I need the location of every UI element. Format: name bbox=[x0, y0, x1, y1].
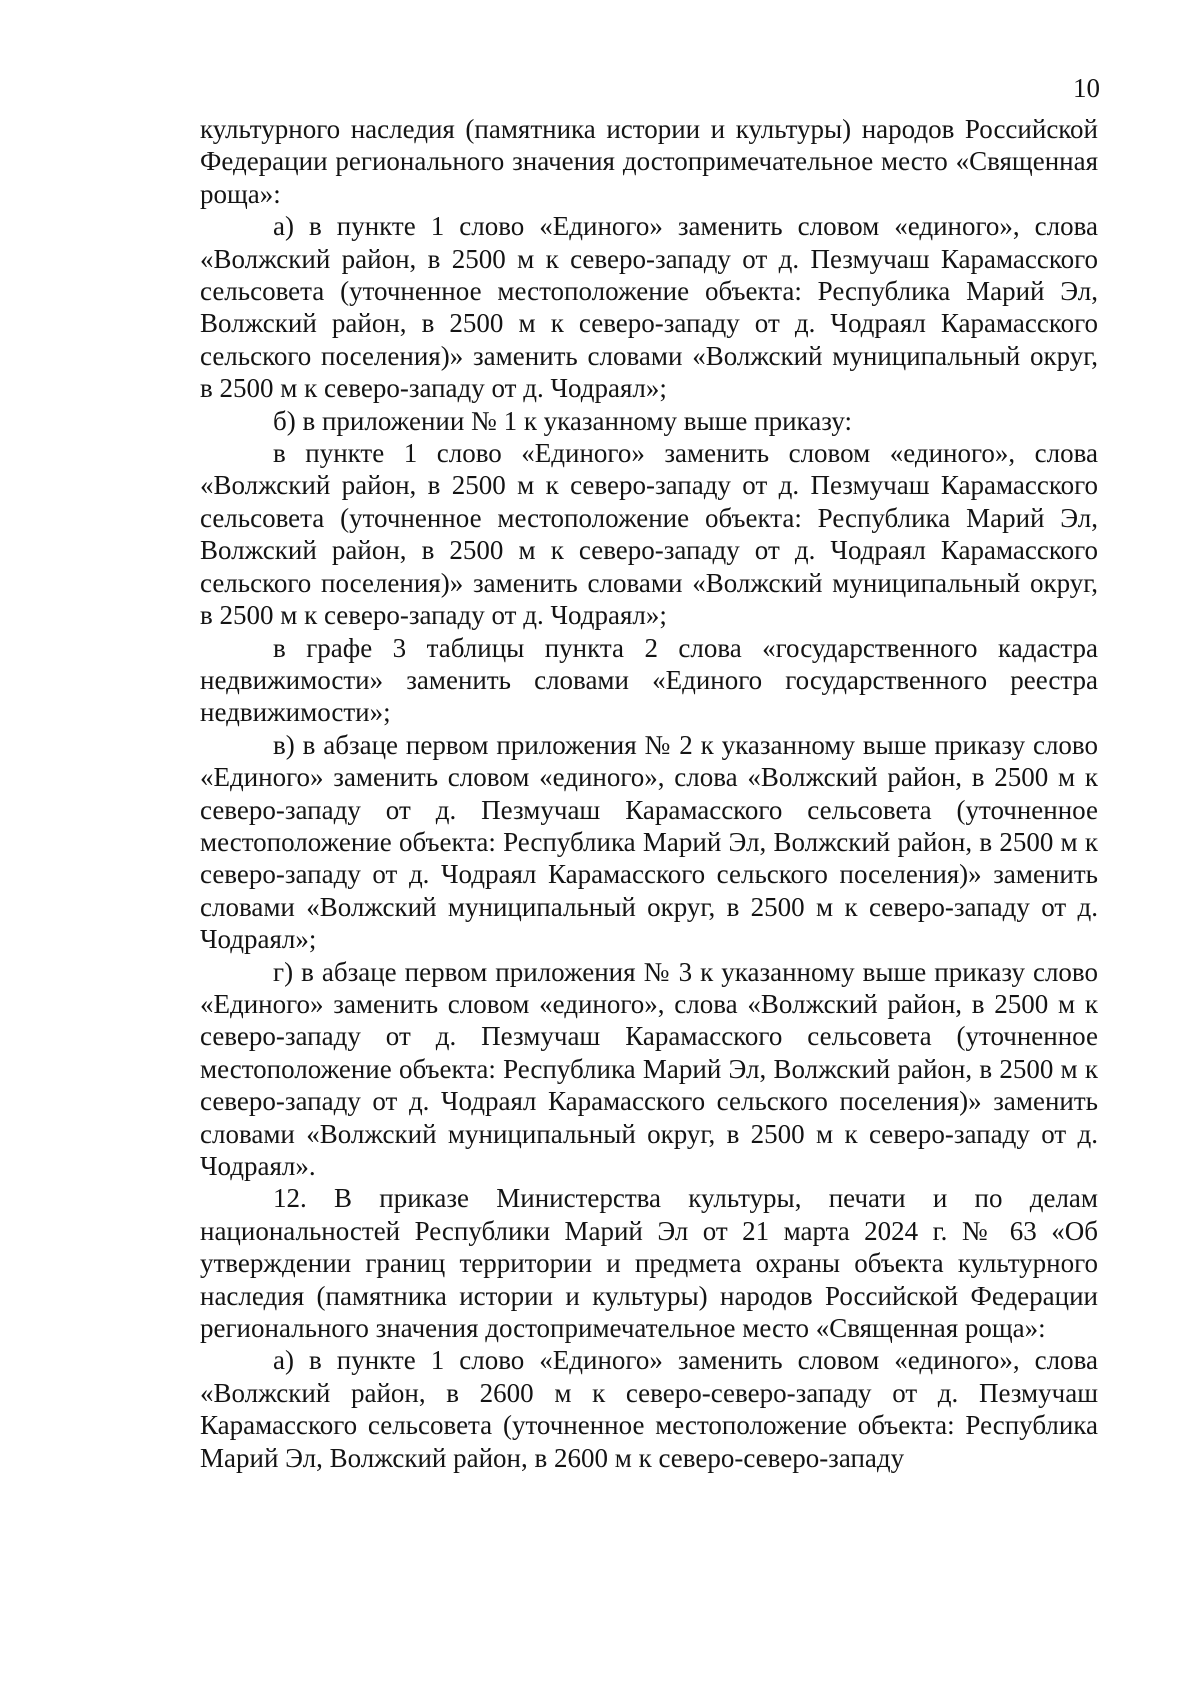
document-body bbox=[200, 113, 1098, 1474]
paragraph-item-b-table: в графе 3 таблицы пункта 2 слова «государственного кадастра недвижимости» заменить словами «Единого государственного реестра недвижимости»; bbox=[200, 632, 1098, 728]
paragraph-item-v: в) в абзаце первом приложения № 2 к указанному выше приказу слово «Единого» заменить словом «единого», слова «Волжский район, в 2500 м к северо-западу от д. Пезмучаш Карамасского сельсовета (уточненное местоположение объекта: Республика Марий Эл, Волжский район, в 2500 м к северо-западу от д. Чодраял Карамасского сельского поселения)» заменить словами «Волжский муниципальный округ, в 2500 м к северо-западу от д. Чодраял»; bbox=[200, 729, 1098, 955]
paragraph-item-a: а) в пункте 1 слово «Единого» заменить словом «единого», слова «Волжский район, в 2500 м к северо-западу от д. Пезмучаш Карамасского сельсовета (уточненное местоположение объекта: Республика Марий Эл, Волжский район, в 2500 м к северо-западу от д. Чодраял Карамасского сельского поселения)» заменить словами «Волжский муниципальный округ, в 2500 м к северо-западу от д. Чодраял»; bbox=[200, 211, 1098, 404]
page-number: 10 bbox=[1073, 73, 1100, 103]
paragraph-continuation: культурного наследия (памятника истории и культуры) народов Российской Федерации регионального значения достопримечательное место «Священная роща»: bbox=[200, 114, 1098, 209]
paragraph-section-12: 12. В приказе Министерства культуры, печати и по делам национальностей Республики Марий Эл от 21 марта 2024 г. № 63 «Об утверждении границ территории и предмета охраны объекта культурного наследия (памятника истории и культуры) народов Российской Федерации регионального значения достопримечательное место «Священная роща»: bbox=[200, 1183, 1098, 1344]
paragraph-item-b-point-1: в пункте 1 слово «Единого» заменить словом «единого», слова «Волжский район, в 2500 м к северо-западу от д. Пезмучаш Карамасского сельсовета (уточненное местоположение объекта: Республика Марий Эл, Волжский район, в 2500 м к северо-западу от д. Чодраял Карамасского сельского поселения)» заменить словами «Волжский муниципальный округ, в 2500 м к северо-западу от д. Чодраял»; bbox=[200, 438, 1098, 631]
paragraph-item-g: г) в абзаце первом приложения № 3 к указанному выше приказу слово «Единого» заменить словом «единого», слова «Волжский район, в 2500 м к северо-западу от д. Пезмучаш Карамасского сельсовета (уточненное местоположение объекта: Республика Марий Эл, Волжский район, в 2500 м к северо-западу от д. Чодраял Карамасского сельского поселения)» заменить словами «Волжский муниципальный округ, в 2500 м к северо-западу от д. Чодраял». bbox=[200, 956, 1098, 1181]
paragraph-section-12-item-a: а) в пункте 1 слово «Единого» заменить словом «единого», слова «Волжский район, в 2600 м к северо-северо-западу от д. Пезмучаш Карамасского сельсовета (уточненное местоположение объекта: Республика Марий Эл, Волжский район, в 2600 м к северо-северо-западу bbox=[200, 1345, 1098, 1473]
paragraph-item-b: б) в приложении № 1 к указанному выше приказу: bbox=[273, 405, 852, 436]
